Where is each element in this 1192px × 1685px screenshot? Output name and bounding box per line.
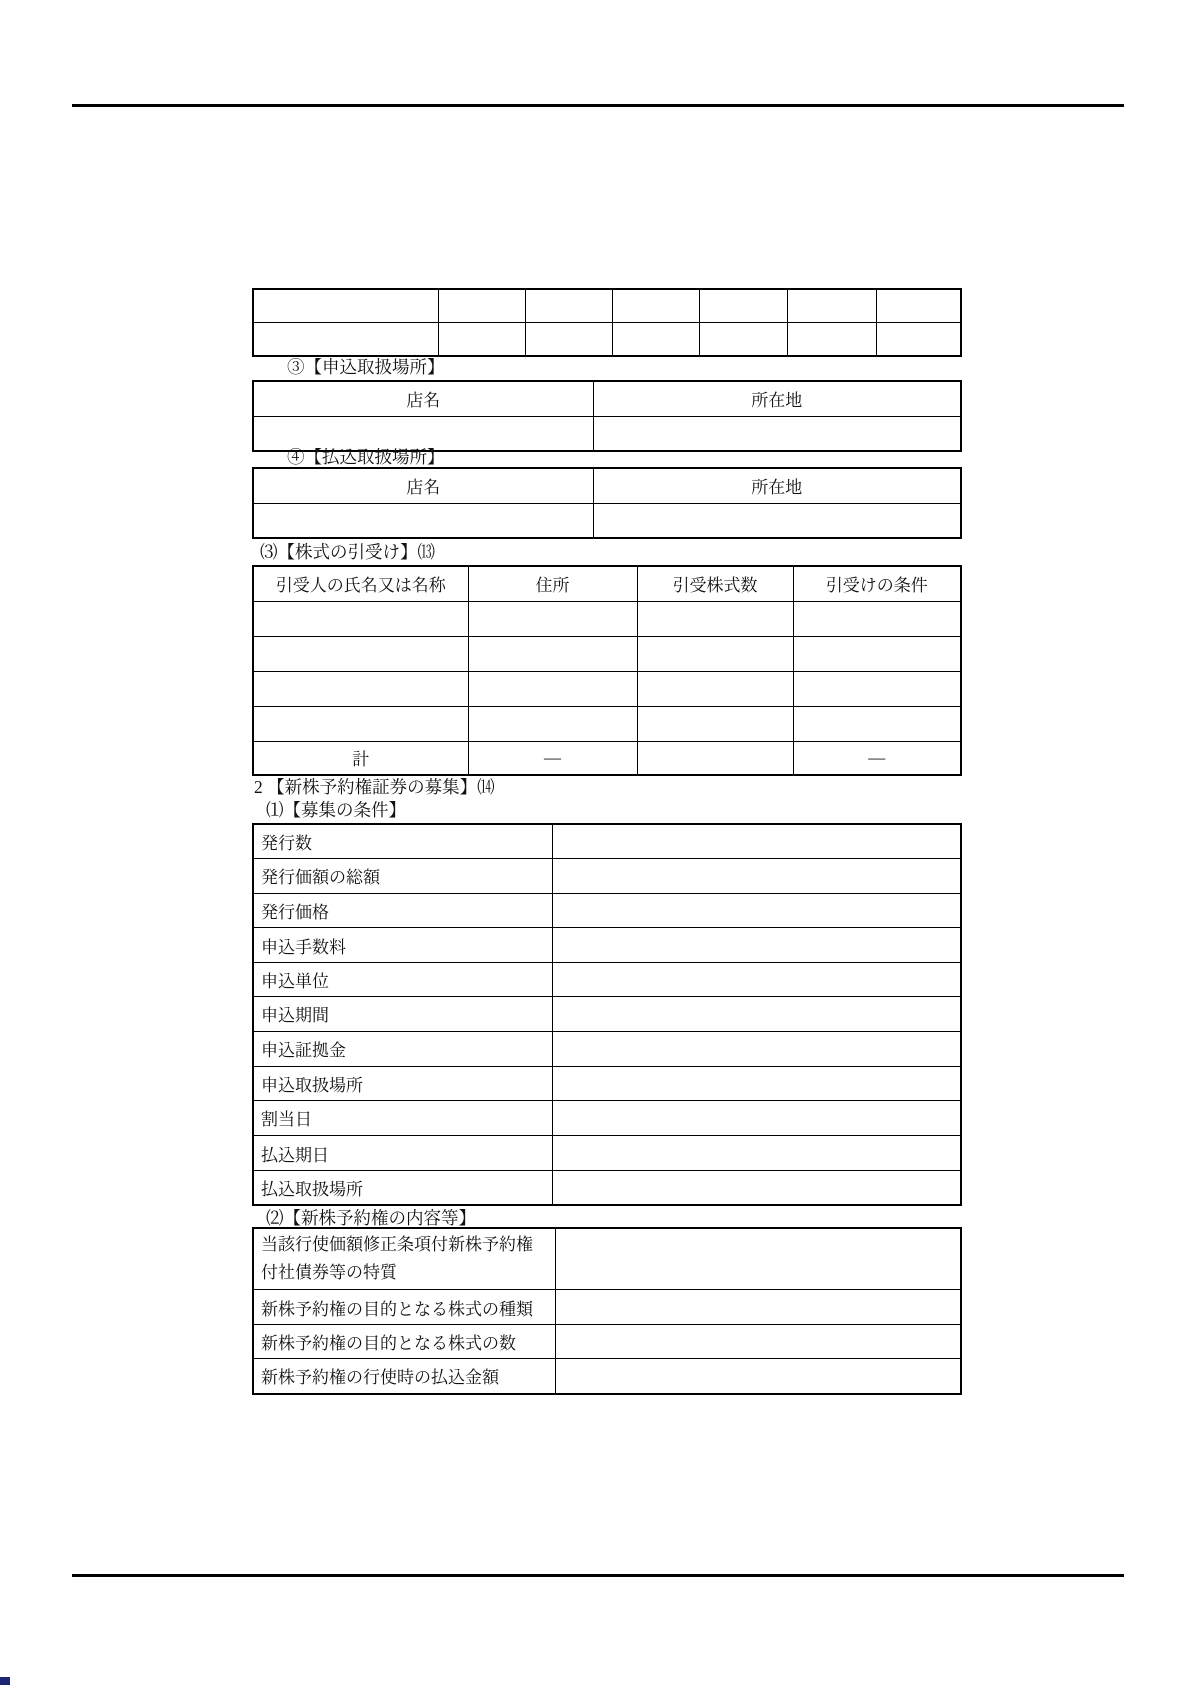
section-label-warrant-details: ⑵【新株予約権の内容等】 (266, 1208, 476, 1228)
total-label-cell: 計 (253, 741, 468, 775)
table-row (253, 1325, 961, 1359)
row-label-application-fee: 申込手数料 (253, 928, 552, 963)
table-row (253, 824, 961, 858)
section-label-share-underwriting: ⑶【株式の引受け】⒀ (260, 542, 435, 562)
table-row (253, 928, 961, 963)
row-label-class-of-underlying-shares: 新株予約権の目的となる株式の種類 (253, 1290, 555, 1325)
empty-cell (552, 1066, 961, 1100)
empty-cell (468, 636, 637, 671)
empty-cell (612, 289, 699, 322)
page-top-rule (72, 104, 1124, 107)
empty-cell (593, 503, 961, 538)
offer-terms-table (252, 823, 962, 1206)
column-header-underwriter-name: 引受人の氏名又は名称 (253, 566, 468, 601)
row-label-bond-with-revisable-exercise-price-characteristics: 当該行使価額修正条項付新株予約権付社債券等の特質 (253, 1228, 555, 1290)
table-header-row (253, 468, 961, 503)
table-row (253, 1066, 961, 1100)
empty-cell (552, 1171, 961, 1205)
row-label-application-handling-place: 申込取扱場所 (253, 1066, 552, 1100)
empty-cell (552, 893, 961, 927)
empty-cell (876, 322, 961, 356)
payment-places-table (252, 467, 962, 539)
empty-cell (793, 671, 961, 706)
column-header-location: 所在地 (593, 381, 961, 416)
empty-cell (637, 601, 793, 636)
empty-cell (253, 322, 438, 356)
column-header-address: 住所 (468, 566, 637, 601)
table-row (253, 1136, 961, 1171)
empty-cell (787, 322, 876, 356)
table-row (253, 1171, 961, 1205)
empty-cell (552, 1136, 961, 1171)
row-label-total-issue-value: 発行価額の総額 (253, 858, 552, 893)
empty-cell (555, 1359, 961, 1394)
row-label-issue-number: 発行数 (253, 824, 552, 858)
section-label-payment-places: ④【払込取扱場所】 (287, 447, 445, 467)
table-row (253, 997, 961, 1031)
table-header-row (253, 566, 961, 601)
empty-cell (593, 416, 961, 451)
row-label-application-unit: 申込単位 (253, 963, 552, 997)
empty-cell (552, 997, 961, 1031)
row-label-allotment-date: 割当日 (253, 1100, 552, 1135)
row-label-payment-handling-place: 払込取扱場所 (253, 1171, 552, 1205)
empty-cell (552, 963, 961, 997)
empty-cell (552, 928, 961, 963)
table-row (253, 706, 961, 741)
column-header-shop-name: 店名 (253, 381, 593, 416)
empty-cell (699, 322, 787, 356)
table-row (253, 1031, 961, 1066)
empty-cell (699, 289, 787, 322)
corner-artifact-mark (0, 1677, 10, 1685)
empty-cell (253, 289, 438, 322)
row-label-number-of-underlying-shares: 新株予約権の目的となる株式の数 (253, 1325, 555, 1359)
empty-cell (468, 601, 637, 636)
section-label-warrant-offering: 2 【新株予約権証券の募集】⒁ (254, 777, 495, 797)
empty-cell (793, 601, 961, 636)
empty-cell (438, 289, 525, 322)
empty-cell (552, 858, 961, 893)
table-row (253, 893, 961, 927)
empty-cell (552, 824, 961, 858)
table-row (253, 1100, 961, 1135)
empty-cell (787, 289, 876, 322)
section-label-application-places: ③【申込取扱場所】 (287, 357, 445, 377)
empty-cell (468, 671, 637, 706)
table-row (253, 858, 961, 893)
empty-cell (637, 706, 793, 741)
application-places-table (252, 380, 962, 452)
table-row (253, 1359, 961, 1394)
empty-cell (555, 1290, 961, 1325)
table-row (253, 1228, 961, 1290)
empty-summary-table (252, 288, 962, 357)
row-label-issue-price: 発行価格 (253, 893, 552, 927)
total-shares-cell (637, 741, 793, 775)
empty-cell (438, 322, 525, 356)
empty-cell (525, 289, 612, 322)
table-row (253, 503, 961, 538)
empty-cell (253, 706, 468, 741)
empty-cell (637, 636, 793, 671)
column-header-location: 所在地 (593, 468, 961, 503)
table-row (253, 636, 961, 671)
table-row (253, 322, 961, 356)
underwriting-table (252, 565, 962, 776)
empty-cell (876, 289, 961, 322)
table-header-row (253, 381, 961, 416)
row-label-application-deposit: 申込証拠金 (253, 1031, 552, 1066)
table-row (253, 671, 961, 706)
table-row (253, 289, 961, 322)
column-header-shop-name: 店名 (253, 468, 593, 503)
column-header-shares-underwritten: 引受株式数 (637, 566, 793, 601)
empty-cell (555, 1228, 961, 1290)
column-header-underwriting-conditions: 引受けの条件 (793, 566, 961, 601)
table-row (253, 963, 961, 997)
table-row (253, 1290, 961, 1325)
empty-cell (253, 636, 468, 671)
row-label-amount-paid-upon-exercise: 新株予約権の行使時の払込金額 (253, 1359, 555, 1394)
empty-cell (253, 601, 468, 636)
page-bottom-rule (72, 1574, 1124, 1577)
total-conditions-cell: ― (793, 741, 961, 775)
empty-cell (637, 671, 793, 706)
empty-cell (253, 503, 593, 538)
row-label-application-period: 申込期間 (253, 997, 552, 1031)
empty-cell (793, 636, 961, 671)
empty-cell (612, 322, 699, 356)
empty-cell (525, 322, 612, 356)
total-row (253, 741, 961, 775)
warrant-details-table (252, 1227, 962, 1395)
row-label-payment-due-date: 払込期日 (253, 1136, 552, 1171)
total-address-cell: ― (468, 741, 637, 775)
empty-cell (552, 1031, 961, 1066)
empty-cell (552, 1100, 961, 1135)
empty-cell (793, 706, 961, 741)
empty-cell (253, 671, 468, 706)
empty-cell (468, 706, 637, 741)
empty-cell (555, 1325, 961, 1359)
table-row (253, 601, 961, 636)
section-label-offer-terms: ⑴【募集の条件】 (266, 800, 406, 820)
